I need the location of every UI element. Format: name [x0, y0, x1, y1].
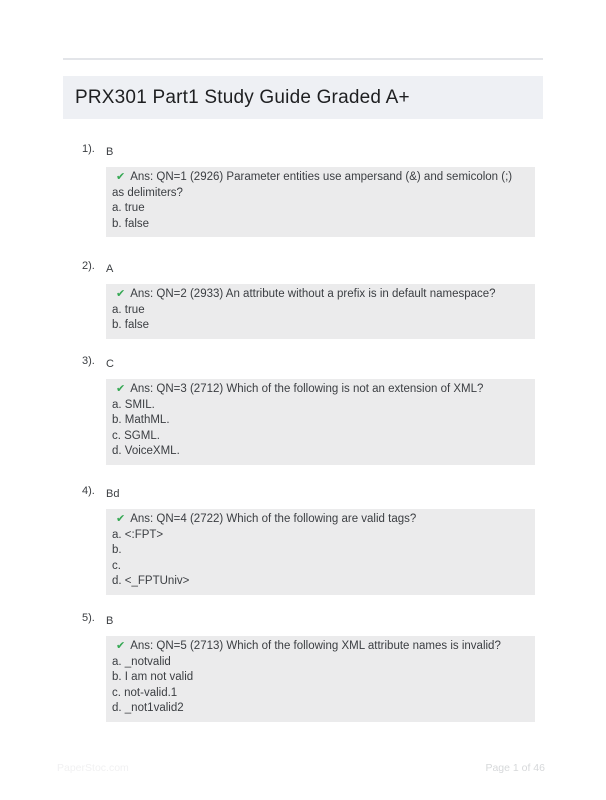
question-header: [82, 260, 535, 275]
page-number: Page 1 of 46: [485, 762, 545, 774]
question-header: [82, 143, 535, 158]
answer-letter: A: [106, 263, 114, 275]
option-line: b.: [112, 544, 122, 556]
option-line: a. <:FPT>: [112, 528, 164, 541]
question-text: Ans: QN=1 (2926) Parameter entities use ampersand (&) and semicolon (;) as delimiters?: [112, 171, 513, 199]
answer-box: [106, 284, 535, 339]
question-text-line: [112, 512, 525, 528]
options: [112, 655, 525, 717]
question-block: [82, 355, 535, 465]
question-text: Ans: QN=5 (2713) Which of the following XML attribute names is invalid?: [130, 640, 501, 652]
option-line: c.: [112, 559, 121, 572]
check-icon: ✔: [116, 513, 126, 525]
option-line: a. true: [112, 202, 145, 214]
answer-box: [106, 379, 535, 465]
question-block: [82, 143, 535, 237]
question-header: [82, 355, 535, 370]
footer-watermark: PaperStoc.com: [57, 762, 129, 774]
question-number: 4).: [82, 485, 95, 497]
title-bar: [63, 76, 543, 119]
option-line: b. I am not valid: [112, 671, 194, 683]
option-line: c. not-valid.1: [112, 686, 178, 699]
check-icon: ✔: [116, 171, 126, 183]
answer-letter: C: [106, 358, 114, 370]
answer-box: [106, 167, 535, 237]
options: [112, 398, 525, 460]
option-line: b. MathML.: [112, 414, 170, 426]
answer-letter: B: [106, 146, 114, 158]
question-header: [82, 485, 535, 500]
answer-box: [106, 509, 535, 595]
option-line: d. <_FPTUniv>: [112, 575, 190, 587]
question-block: [82, 260, 535, 339]
option-line: a. true: [112, 303, 145, 316]
answer-box: [106, 636, 535, 722]
options: [112, 303, 525, 334]
question-text-line: [112, 170, 525, 201]
options: [112, 528, 525, 590]
option-line: b. false: [112, 319, 150, 331]
question-text-line: [112, 287, 525, 303]
question-text: Ans: QN=2 (2933) An attribute without a prefix is in default namespace?: [130, 288, 496, 300]
question-number: 2).: [82, 260, 95, 272]
question-text: Ans: QN=4 (2722) Which of the following are valid tags?: [130, 513, 417, 525]
question-number: 1).: [82, 143, 95, 155]
option-line: a. _notvalid: [112, 655, 171, 668]
question-text-line: [112, 639, 525, 655]
option-line: c. SGML.: [112, 429, 160, 442]
answer-letter: B: [106, 615, 114, 627]
answer-letter: Bd: [106, 488, 120, 500]
question-text-line: [112, 382, 525, 398]
question-number: 5).: [82, 612, 95, 624]
check-icon: ✔: [116, 640, 126, 652]
page-title: PRX301 Part1 Study Guide Graded A+: [75, 86, 410, 108]
check-icon: ✔: [116, 383, 126, 395]
option-line: d. VoiceXML.: [112, 445, 180, 457]
question-block: [82, 485, 535, 595]
question-text: Ans: QN=3 (2712) Which of the following is not an extension of XML?: [130, 383, 484, 395]
option-line: b. false: [112, 217, 150, 230]
title-divider: [63, 58, 543, 60]
question-number: 3).: [82, 355, 95, 367]
check-icon: ✔: [116, 288, 126, 300]
options: [112, 201, 525, 232]
question-header: [82, 612, 535, 627]
option-line: a. SMIL.: [112, 398, 155, 411]
option-line: d. _not1valid2: [112, 702, 184, 714]
question-block: [82, 612, 535, 722]
